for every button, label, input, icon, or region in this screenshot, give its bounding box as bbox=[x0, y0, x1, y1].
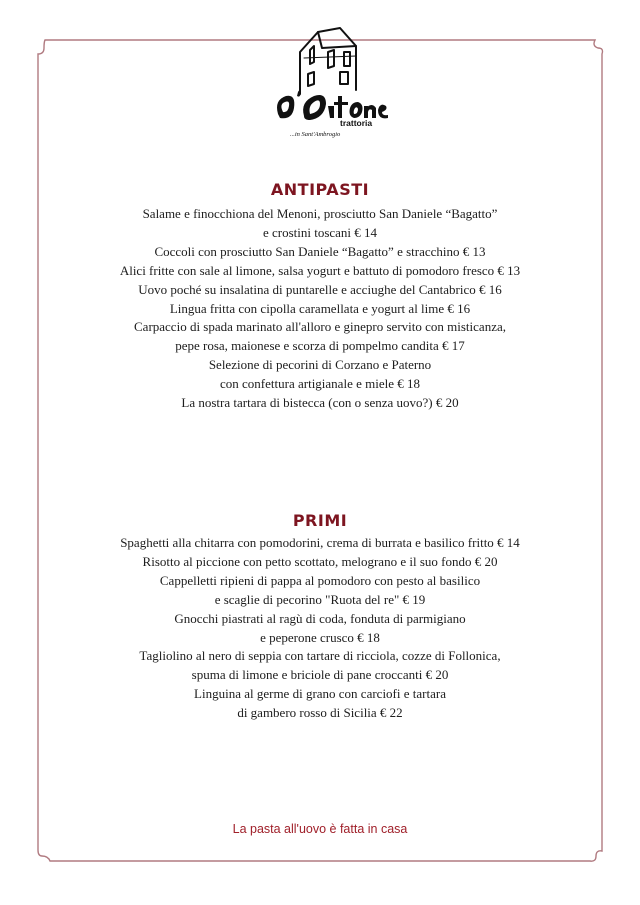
menu-line: Risotto al piccione con petto scottato, melograno e il suo fondo € 20 bbox=[142, 553, 498, 569]
menu-line: e peperone crusco € 18 bbox=[260, 629, 380, 645]
menu-line: Coccoli con prosciutto San Daniele “Bagatto” e stracchino € 13 bbox=[154, 243, 486, 259]
menu-line: con confettura artigianale e miele € 18 bbox=[220, 376, 420, 392]
menu-line: Uovo poché su insalatina di puntarelle e acciughe del Cantabrico € 16 bbox=[138, 281, 502, 297]
logo-tagline: ...in Sant'Ambrogio bbox=[290, 131, 341, 138]
menu-line: pepe rosa, maionese e scorza di pompelmo candita € 17 bbox=[175, 338, 465, 354]
antipasti-list bbox=[40, 205, 600, 413]
primi-title: PRIMI bbox=[292, 511, 348, 530]
menu-line: spuma di limone e briciole di pane croccanti € 20 bbox=[191, 667, 449, 683]
homemade-pasta-note: La pasta all'uovo è fatta in casa bbox=[232, 822, 408, 836]
menu-line: Selezione di pecorini di Corzano e Paterno bbox=[208, 357, 432, 373]
menu-line: Lingua fritta con cipolla caramellata e yogurt al lime € 16 bbox=[169, 300, 471, 316]
trattoria-logo bbox=[270, 22, 390, 140]
menu-line: La nostra tartara di bistecca (con o senza uovo?) € 20 bbox=[181, 395, 459, 411]
menu-line: Gnocchi piastrati al ragù di coda, fonduta di parmigiano bbox=[174, 610, 466, 626]
menu-line: e crostini toscani € 14 bbox=[262, 224, 378, 240]
logo-subtitle: trattoria bbox=[340, 118, 373, 128]
menu-line: Alici fritte con sale al limone, salsa yogurt e battuto di pomodoro fresco € 13 bbox=[119, 262, 521, 278]
antipasti-title: ANTIPASTI bbox=[270, 180, 370, 199]
menu-line: e scaglie di pecorino "Ruota del re" € 19 bbox=[214, 591, 426, 607]
menu-line: Salame e finocchiona del Menoni, prosciutto San Daniele “Bagatto” bbox=[142, 206, 498, 221]
menu-line: Carpaccio di spada marinato all'alloro e ginepro servito con misticanza, bbox=[134, 319, 506, 335]
menu-line: Linguina al germe di grano con carciofi e tartara bbox=[194, 686, 446, 702]
primi-list bbox=[40, 534, 600, 723]
menu-line: Tagliolino al nero di seppia con tartare di ricciola, cozze di Follonica, bbox=[139, 648, 501, 664]
menu-line: Cappelletti ripieni di pappa al pomodoro con pesto al basilico bbox=[159, 572, 481, 588]
menu-line: di gambero rosso di Sicilia € 22 bbox=[237, 705, 403, 721]
menu-line: Spaghetti alla chitarra con pomodorini, crema di burrata e basilico fritto € 14 bbox=[120, 535, 520, 550]
